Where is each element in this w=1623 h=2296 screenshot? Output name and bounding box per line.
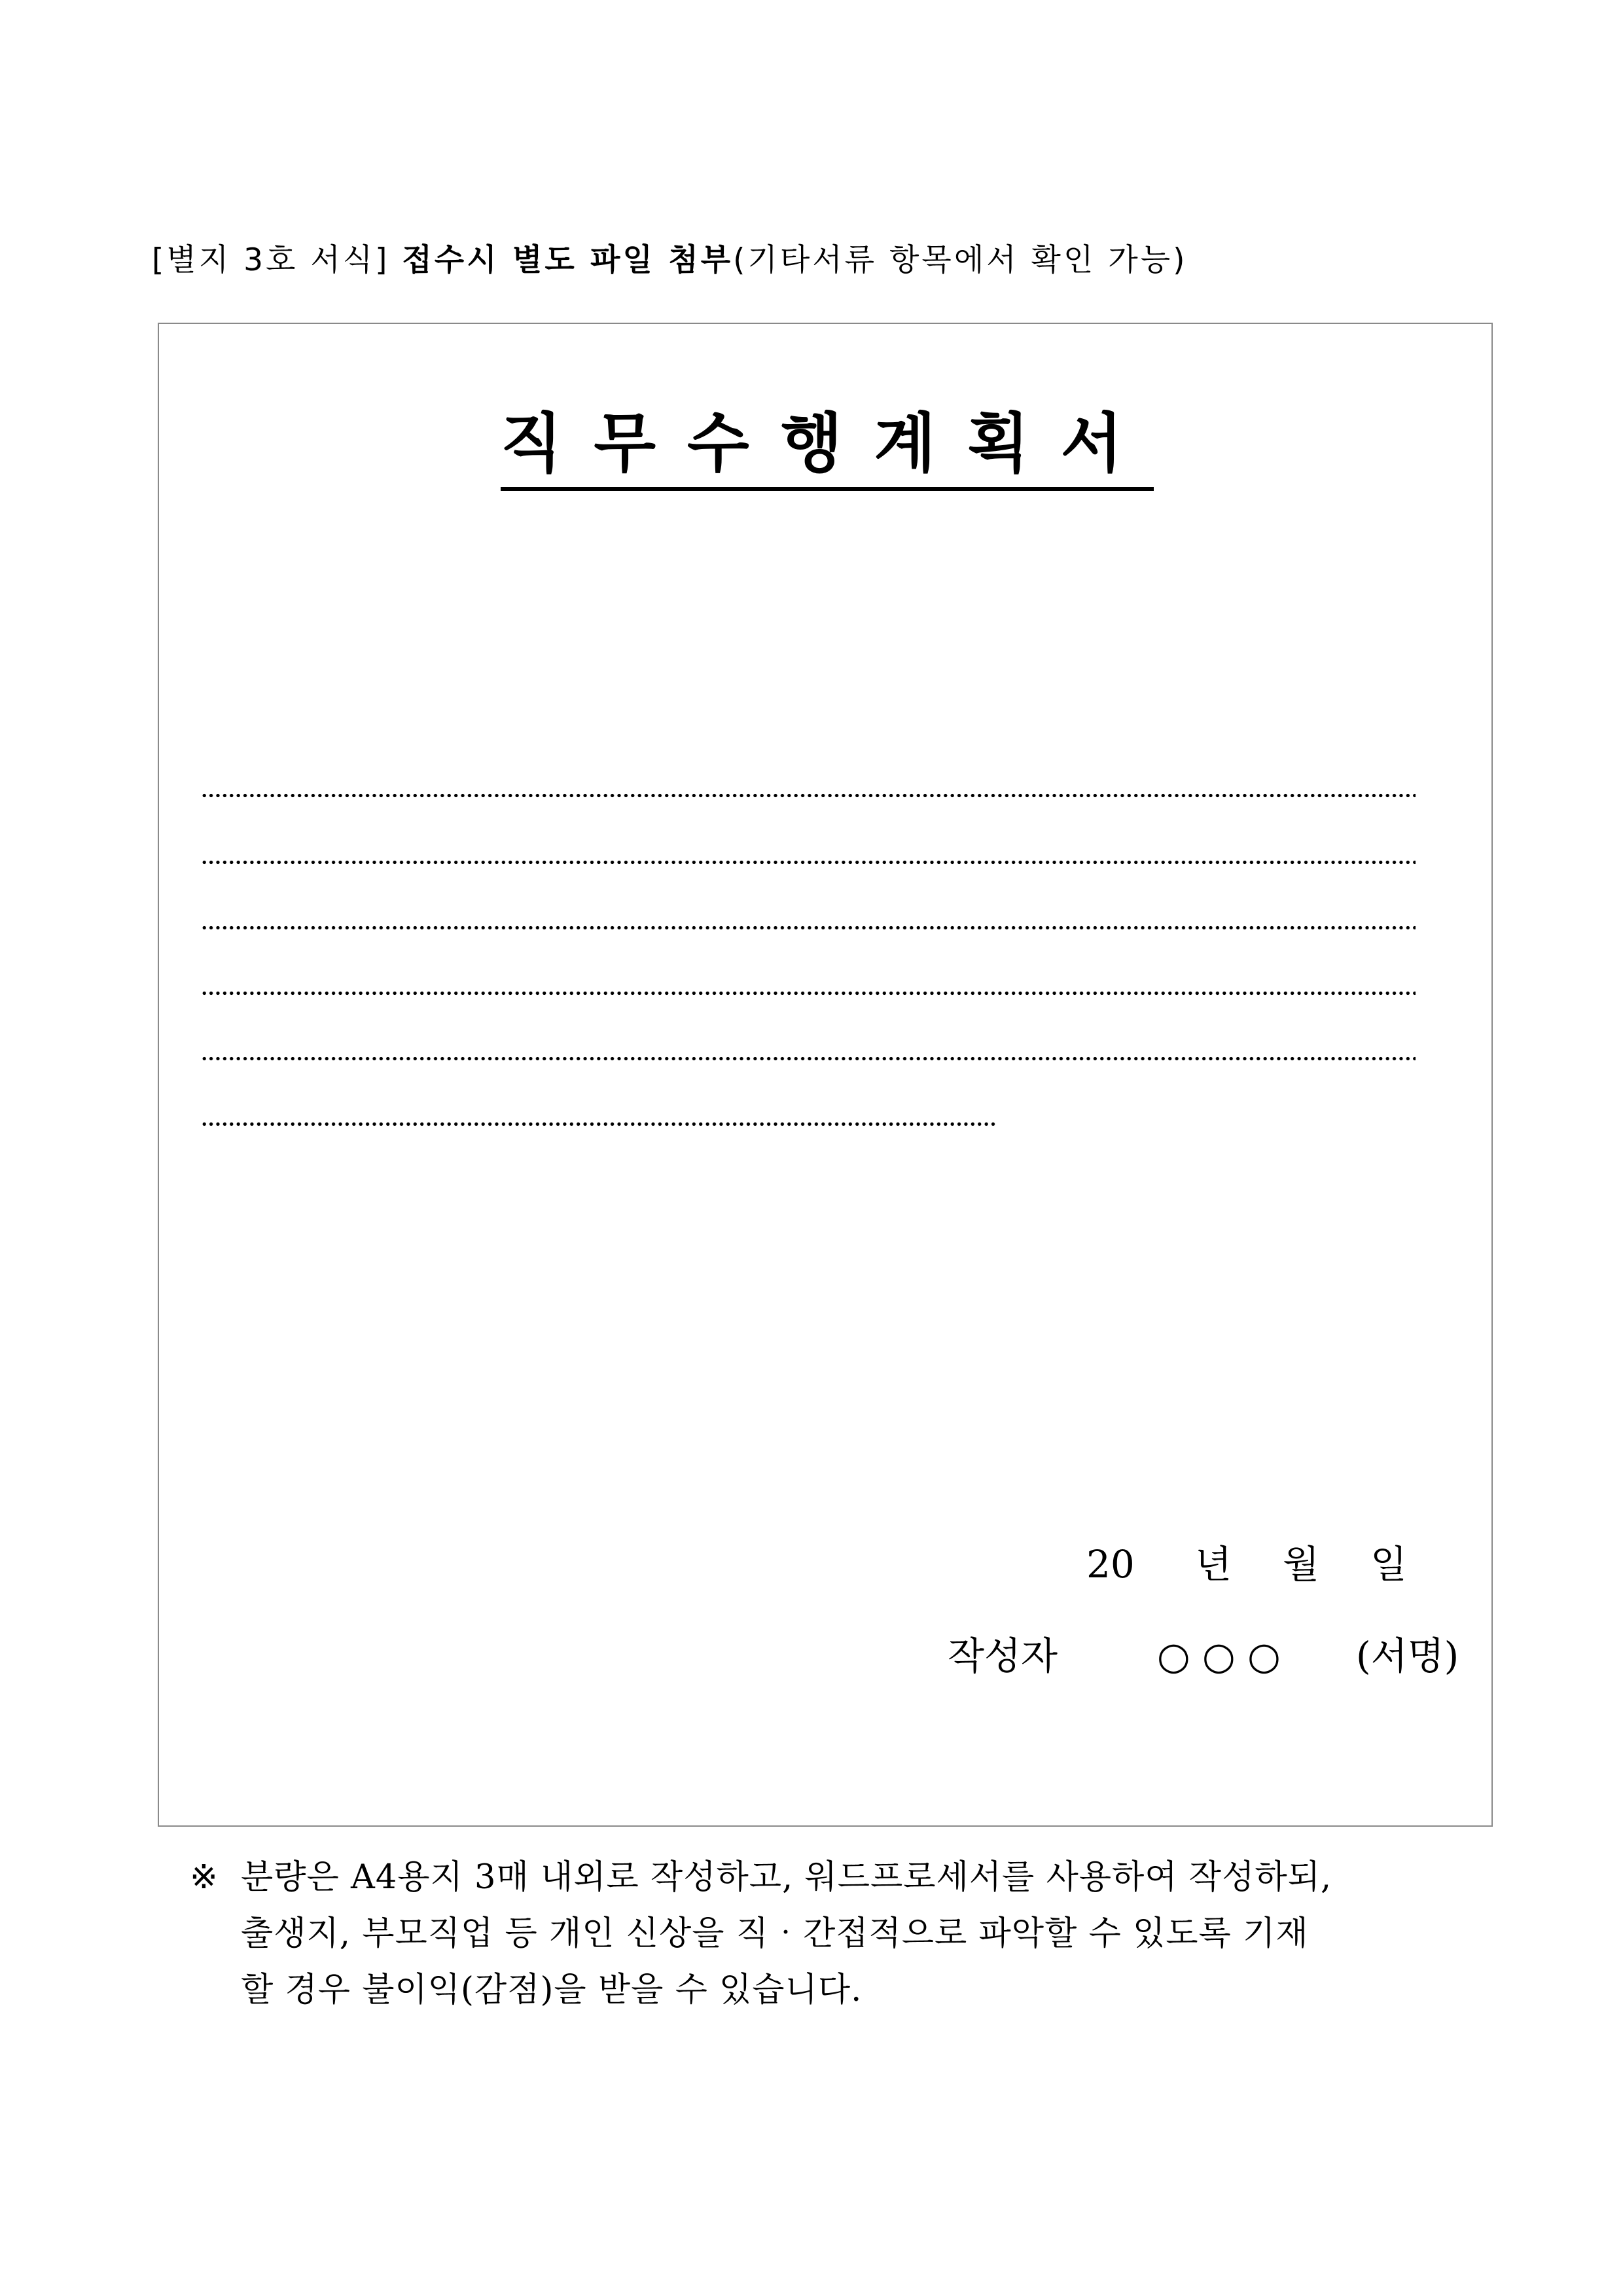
notice-line-1: 분량은 A4용지 3매 내외로 작성하고, 워드프로세서를 사용하여 작성하되, — [241, 1858, 1332, 1897]
date-year-prefix: 20 — [1086, 1542, 1135, 1587]
writing-line — [201, 793, 1416, 798]
document-title-text: 직무수행계획서 — [501, 404, 1154, 491]
notice-line-2: 출생지, 부모직업 등 개인 신상을 직‧간접적으로 파악할 수 있도록 기재 — [241, 1914, 1309, 1953]
date-month-unit: 월 — [1283, 1542, 1320, 1587]
writing-line — [201, 925, 1416, 930]
signer-label: 작성자 — [948, 1634, 1058, 1678]
date-year-unit: 년 — [1195, 1542, 1232, 1587]
notice-line-3: 할 경우 불이익(감점)을 받을 수 있습니다. — [241, 1971, 863, 2009]
signature-label: (서명) — [1356, 1634, 1459, 1678]
form-label — [152, 240, 1187, 281]
attachment-instruction: 접수시 별도 파일 첨부 — [402, 242, 734, 278]
document-frame — [158, 323, 1493, 1827]
form-number: [별지 3호 서식] — [152, 242, 402, 278]
notice-mark: ※ — [190, 1858, 219, 1897]
signer-name-placeholder: ○ ○ ○ — [1157, 1634, 1281, 1678]
attachment-note: (기타서류 항목에서 확인 가능) — [733, 242, 1188, 278]
date-day-unit: 일 — [1370, 1542, 1408, 1587]
writing-line — [201, 1056, 1416, 1061]
writing-line — [201, 991, 1416, 996]
document-title — [0, 404, 1623, 491]
writing-line — [201, 1122, 998, 1126]
writing-line — [201, 860, 1416, 865]
